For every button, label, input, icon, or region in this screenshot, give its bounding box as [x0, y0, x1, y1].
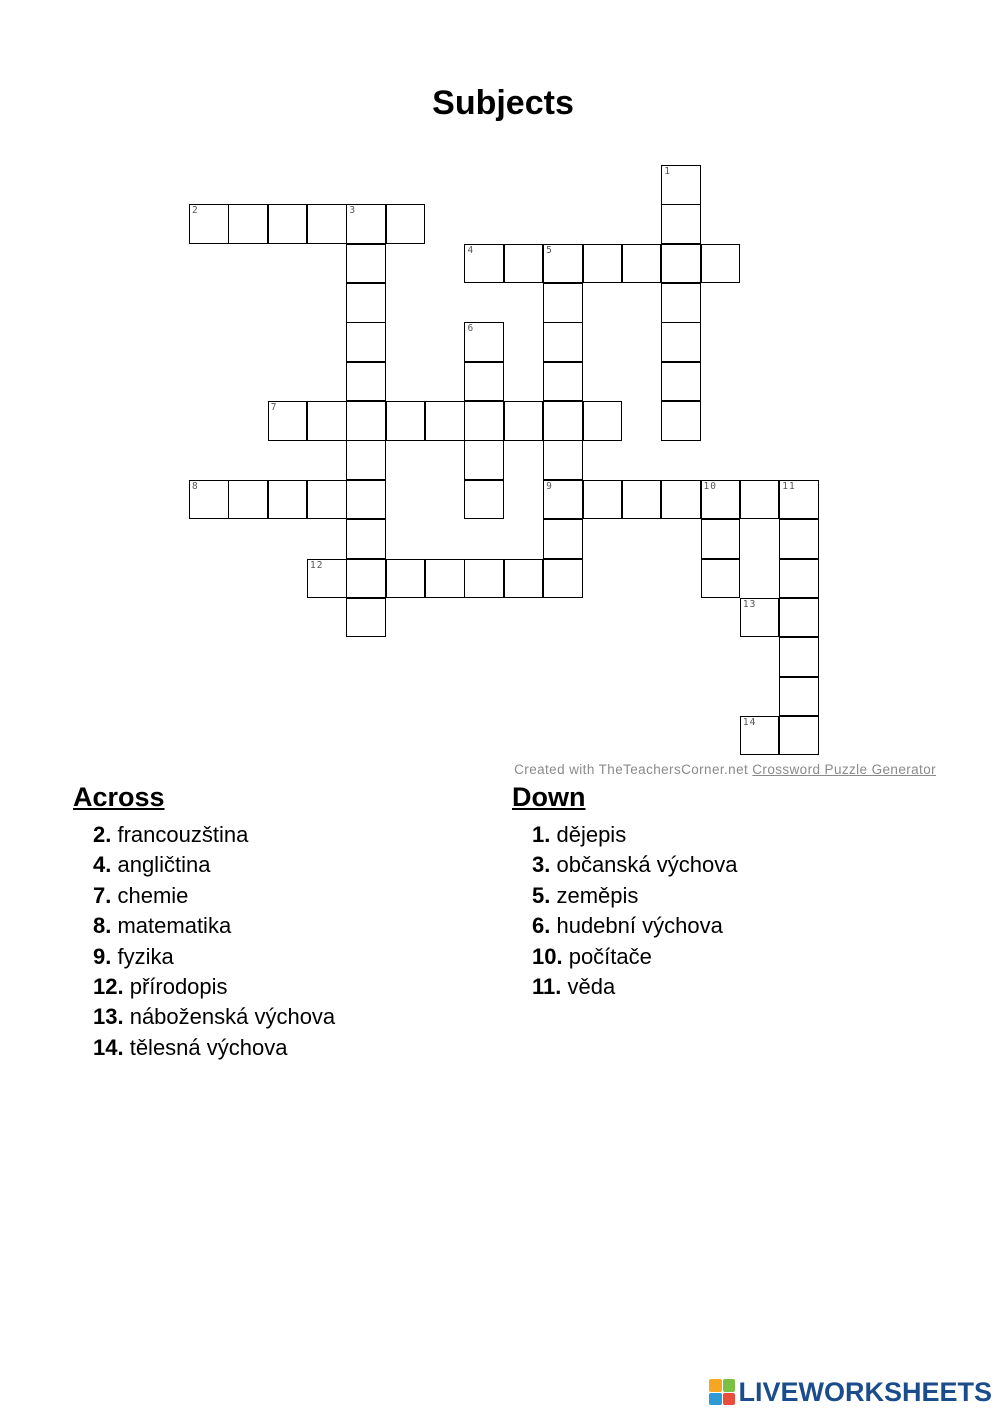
clue-text: tělesná výchova — [123, 1034, 288, 1060]
crossword-cell[interactable] — [464, 559, 504, 599]
crossword-cell[interactable] — [464, 322, 504, 362]
clue-text: zeměpis — [550, 882, 639, 908]
crossword-cell[interactable] — [701, 244, 741, 284]
cell-number: 8 — [192, 480, 199, 492]
crossword-cell[interactable] — [661, 401, 701, 441]
crossword-cell[interactable] — [622, 480, 662, 520]
clue-item — [93, 1033, 335, 1063]
crossword-cell[interactable] — [543, 401, 583, 441]
crossword-cell[interactable] — [583, 480, 623, 520]
clue-text: angličtina — [111, 852, 211, 878]
cell-number: 5 — [546, 244, 553, 256]
crossword-cell[interactable] — [504, 559, 544, 599]
crossword-cell[interactable] — [464, 401, 504, 441]
clue-number: 12. — [93, 974, 124, 1000]
clue-text: chemie — [111, 882, 189, 908]
cell-number: 11 — [782, 480, 796, 492]
clue-number: 1. — [532, 822, 551, 847]
brand-name: LIVEWORKSHEETS — [738, 1376, 992, 1407]
logo-square — [709, 1393, 722, 1406]
cell-number: 14 — [742, 716, 757, 728]
crossword-cell[interactable] — [779, 559, 819, 599]
crossword-cell[interactable] — [543, 559, 583, 599]
crossword-cell[interactable] — [386, 559, 426, 599]
clue-text: francouzština — [111, 822, 249, 847]
crossword-cell[interactable] — [543, 440, 583, 480]
down-heading: Down — [512, 782, 586, 812]
crossword-cell[interactable] — [779, 480, 819, 520]
crossword-cell[interactable] — [307, 401, 347, 441]
crossword-cell[interactable] — [661, 362, 701, 402]
crossword-cell[interactable] — [779, 677, 819, 717]
crossword-cell[interactable] — [268, 401, 308, 441]
crossword-cell[interactable] — [740, 716, 780, 756]
crossword-cell[interactable] — [268, 204, 308, 244]
crossword-cell[interactable] — [779, 519, 819, 559]
crossword-cell[interactable] — [622, 244, 662, 284]
crossword-cell[interactable] — [740, 598, 780, 638]
brand-logo — [709, 1377, 992, 1407]
clue-text: občanská výchova — [550, 852, 738, 878]
generator-link[interactable]: Crossword Puzzle Generator — [752, 762, 936, 777]
crossword-cell[interactable] — [661, 322, 701, 362]
cell-number: 4 — [467, 244, 475, 256]
crossword-cell[interactable] — [543, 283, 583, 323]
logo-square — [723, 1393, 736, 1406]
clue-number: 14. — [93, 1034, 124, 1060]
crossword-cell[interactable] — [307, 204, 347, 244]
clue-text: náboženská výchova — [123, 1004, 336, 1030]
clue-number: 13. — [93, 1004, 124, 1030]
crossword-cell[interactable] — [307, 559, 347, 599]
crossword-cell[interactable] — [346, 401, 386, 441]
crossword-cell[interactable] — [346, 244, 386, 284]
cell-number: 9 — [546, 480, 553, 492]
clue-number: 3. — [532, 852, 551, 878]
crossword-cell[interactable] — [189, 480, 229, 520]
crossword-cell[interactable] — [425, 401, 465, 441]
clue-number: 7. — [93, 882, 112, 908]
clue-item — [532, 911, 737, 941]
logo-square — [709, 1379, 722, 1392]
cell-number: 10 — [703, 480, 717, 492]
clue-text: dějepis — [550, 822, 627, 847]
crossword-cell[interactable] — [268, 480, 308, 520]
clue-text: věda — [561, 974, 616, 1000]
clue-text: fyzika — [111, 943, 174, 969]
crossword-cell[interactable] — [346, 322, 386, 362]
crossword-cell[interactable] — [543, 519, 583, 559]
crossword-cell[interactable] — [701, 559, 741, 599]
crossword-cell[interactable] — [464, 480, 504, 520]
crossword-cell[interactable] — [346, 440, 386, 480]
clue-number: 6. — [532, 913, 551, 939]
clue-number: 9. — [93, 943, 112, 969]
crossword-cell[interactable] — [189, 204, 229, 244]
cell-number: 12 — [310, 559, 324, 571]
clue-number: 5. — [532, 882, 551, 908]
clue-number: 8. — [93, 913, 112, 939]
clue-text: hudební výchova — [550, 913, 723, 939]
cell-number: 3 — [349, 205, 357, 217]
crossword-cell[interactable] — [543, 480, 583, 520]
crossword-cell[interactable] — [346, 362, 386, 402]
crossword-cell[interactable] — [661, 204, 701, 244]
cell-number: 1 — [664, 166, 671, 177]
crossword-cell[interactable] — [779, 716, 819, 756]
crossword-cell[interactable] — [661, 480, 701, 520]
clue-item — [93, 850, 335, 880]
clue-item — [93, 881, 335, 911]
clue-item — [532, 942, 737, 972]
clue-item — [93, 820, 335, 850]
crossword-cell[interactable] — [504, 244, 544, 284]
crossword-cell[interactable] — [464, 362, 504, 402]
clue-number: 11. — [532, 974, 562, 1000]
down-clue-list — [512, 820, 737, 1002]
crossword-cell[interactable] — [701, 480, 741, 520]
credit-line — [514, 762, 936, 777]
cell-number: 7 — [270, 402, 278, 414]
crossword-cell[interactable] — [661, 244, 701, 284]
crossword-cell[interactable] — [464, 440, 504, 480]
crossword-cell[interactable] — [346, 598, 386, 638]
crossword-cell[interactable] — [386, 204, 426, 244]
clue-item — [93, 972, 335, 1002]
crossword-cell[interactable] — [661, 283, 701, 323]
page-title: Subjects — [432, 84, 574, 122]
clue-item — [532, 972, 737, 1002]
credit-text: Created with TheTeachersCorner.net — [514, 762, 753, 777]
across-heading: Across — [73, 782, 165, 812]
clue-text: přírodopis — [123, 974, 228, 1000]
clue-item — [93, 942, 335, 972]
clue-text: počítače — [562, 943, 652, 969]
crossword-cell[interactable] — [583, 244, 623, 284]
across-clues — [73, 780, 335, 1063]
crossword-grid — [189, 165, 821, 757]
crossword-cell[interactable] — [346, 283, 386, 323]
clue-item — [93, 911, 335, 941]
clue-number: 2. — [93, 822, 112, 847]
clue-item — [532, 820, 737, 850]
crossword-cell[interactable] — [228, 204, 268, 244]
crossword-cell[interactable] — [386, 401, 426, 441]
crossword-cell[interactable] — [228, 480, 268, 520]
across-clue-list — [73, 820, 335, 1063]
logo-square — [723, 1379, 736, 1392]
crossword-cell[interactable] — [464, 244, 504, 284]
clue-item — [532, 881, 737, 911]
clue-text: matematika — [111, 913, 232, 939]
crossword-cell[interactable] — [346, 204, 386, 244]
crossword-cell[interactable] — [346, 480, 386, 520]
crossword-cell[interactable] — [504, 401, 544, 441]
crossword-cell[interactable] — [583, 401, 623, 441]
down-clues — [512, 780, 737, 1002]
crossword-cell[interactable] — [740, 480, 780, 520]
crossword-cell[interactable] — [543, 244, 583, 284]
clue-number: 4. — [93, 852, 112, 878]
crossword-cell[interactable] — [543, 322, 583, 362]
crossword-cell[interactable] — [543, 362, 583, 402]
cell-number: 13 — [742, 598, 757, 610]
crossword-cell[interactable] — [701, 519, 741, 559]
crossword-cell[interactable] — [779, 637, 819, 677]
crossword-cell[interactable] — [425, 559, 465, 599]
clue-item — [93, 1002, 335, 1032]
crossword-cell[interactable] — [307, 480, 347, 520]
cell-number: 6 — [467, 323, 475, 335]
clue-number: 10. — [532, 943, 563, 969]
liveworksheets-logo-icon — [709, 1379, 735, 1405]
crossword-cell[interactable] — [779, 598, 819, 638]
clue-item — [532, 850, 737, 880]
crossword-cell[interactable] — [346, 559, 386, 599]
cell-number: 2 — [192, 205, 199, 217]
crossword-cell[interactable] — [346, 519, 386, 559]
crossword-cell[interactable] — [661, 165, 701, 205]
